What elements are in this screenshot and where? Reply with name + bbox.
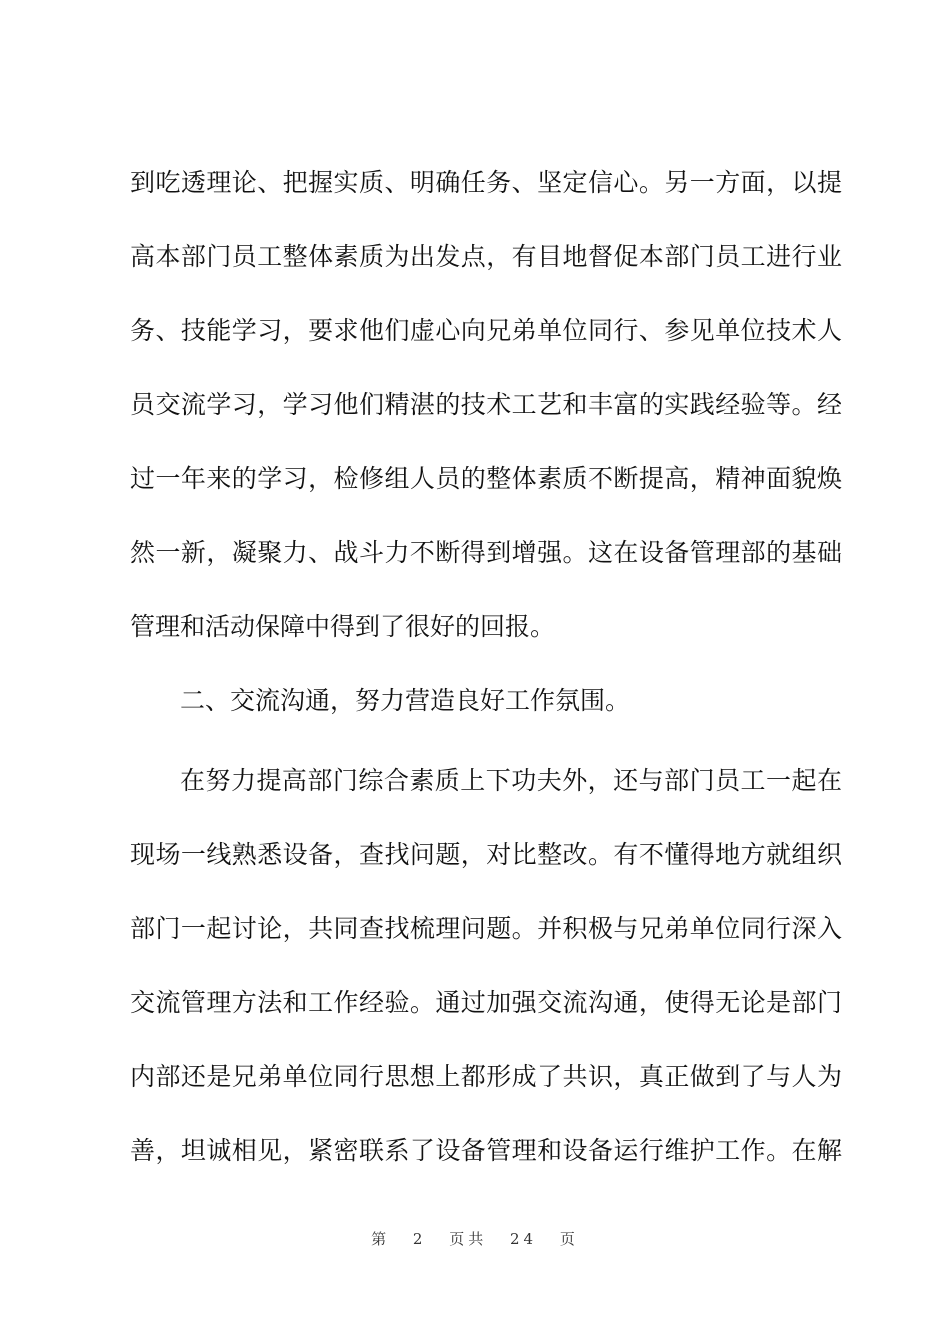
footer-prefix: 第 (371, 1230, 391, 1248)
text-line: 善，坦诚相见，紧密联系了设备管理和设备运行维护工作。在解 (130, 1136, 842, 1165)
text-line: 过一年来的学习，检修组人员的整体素质不断提高，精神面貌焕 (130, 464, 842, 493)
text-line: 到吃透理论、把握实质、明确任务、坚定信心。另一方面，以提 (130, 168, 842, 197)
text-line: 内部还是兄弟单位同行思想上都形成了共识，真正做到了与人为 (130, 1062, 842, 1091)
text-line: 员交流学习，学习他们精湛的技术工艺和丰富的实践经验等。经 (130, 390, 842, 419)
footer-suffix: 页 (559, 1230, 579, 1248)
text-line: 务、技能学习，要求他们虚心向兄弟单位同行、参见单位技术人 (130, 316, 842, 345)
text-line: 在努力提高部门综合素质上下功夫外，还与部门员工一起在 (180, 766, 842, 795)
footer-middle: 页共 (449, 1230, 488, 1248)
footer-total-pages: 24 (510, 1230, 538, 1248)
text-line: 高本部门员工整体素质为出发点，有目地督促本部门员工进行业 (130, 242, 842, 271)
page-footer (0, 1228, 950, 1249)
text-line: 然一新，凝聚力、战斗力不断得到增强。这在设备管理部的基础 (130, 538, 842, 567)
section-heading: 二、交流沟通，努力营造良好工作氛围。 (180, 686, 631, 715)
text-line: 现场一线熟悉设备，查找问题，对比整改。有不懂得地方就组织 (130, 840, 842, 869)
footer-page-number: 2 (412, 1230, 427, 1248)
text-line: 管理和活动保障中得到了很好的回报。 (130, 612, 556, 641)
text-line: 交流管理方法和工作经验。通过加强交流沟通，使得无论是部门 (130, 988, 842, 1017)
text-line: 部门一起讨论，共同查找梳理问题。并积极与兄弟单位同行深入 (130, 914, 842, 943)
